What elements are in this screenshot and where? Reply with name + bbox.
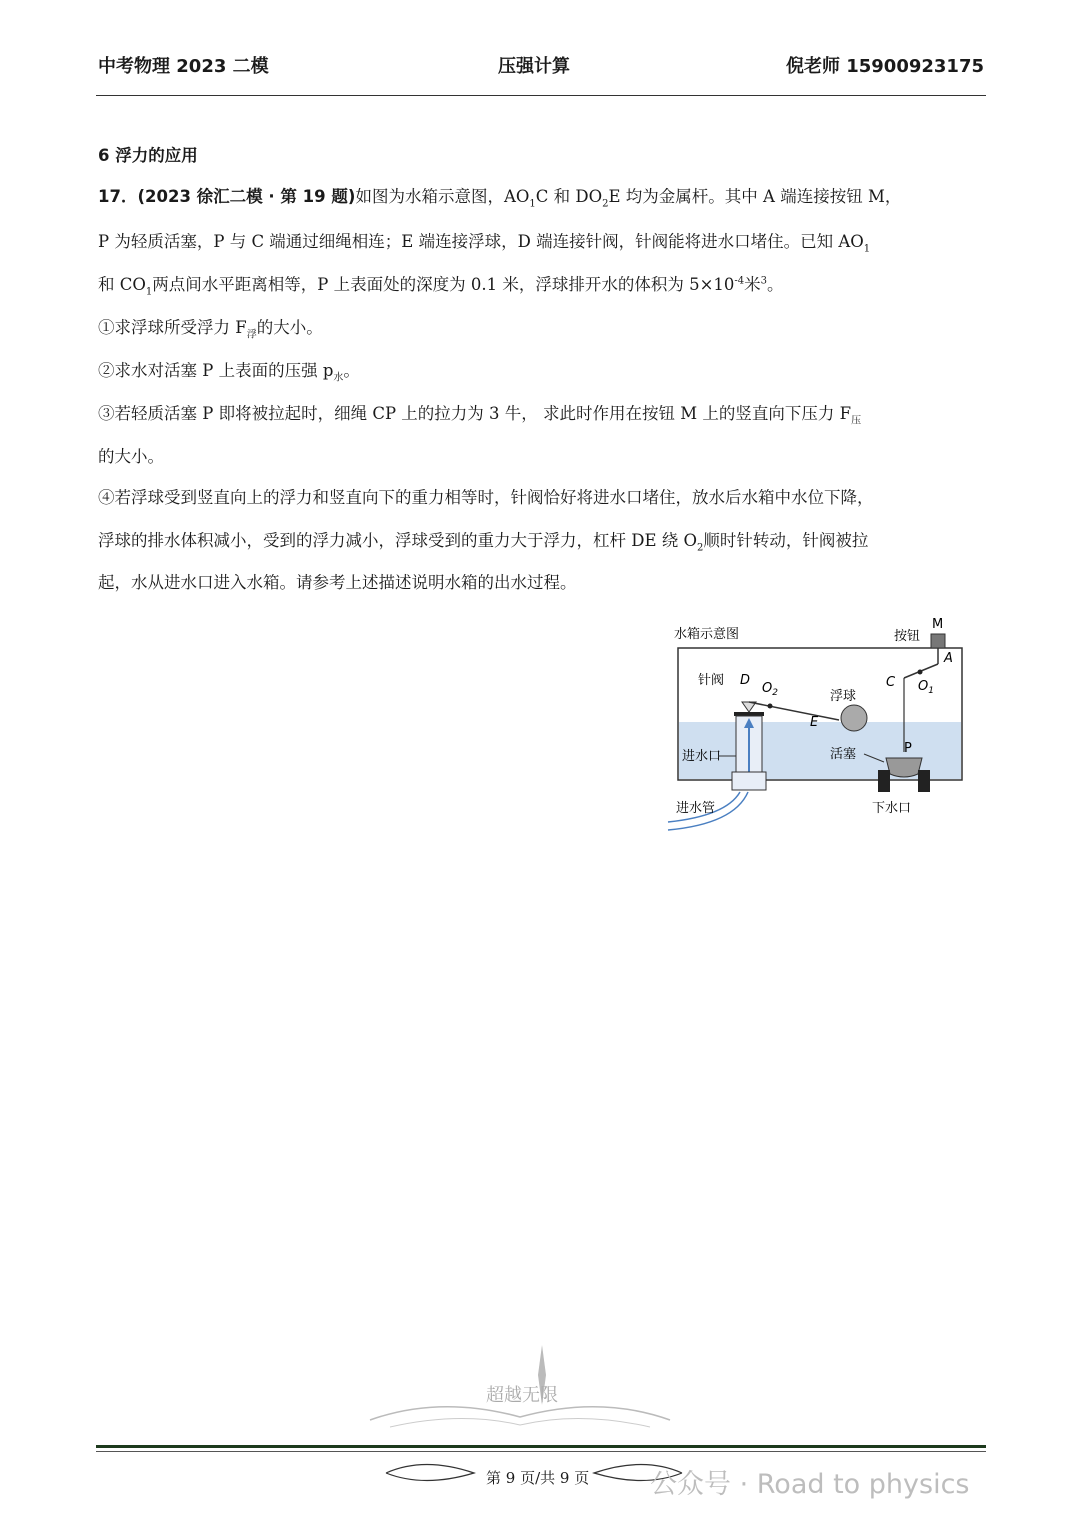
pivot-O2 bbox=[768, 704, 773, 709]
stem-text: 米 bbox=[744, 275, 761, 294]
q4-text: 顺时针转动，针阀被拉 bbox=[703, 531, 869, 550]
outlet-label: 下水口 bbox=[872, 801, 912, 816]
q2-text: ②求水对活塞 P 上表面的压强 p bbox=[98, 361, 334, 380]
page-header bbox=[98, 52, 984, 84]
superscript: 3 bbox=[760, 275, 768, 287]
subscript: 浮 bbox=[246, 329, 257, 341]
label-M: M bbox=[932, 617, 944, 632]
subscript: 2 bbox=[602, 198, 609, 210]
pivot-O1 bbox=[918, 670, 923, 675]
outlet-left bbox=[878, 770, 890, 792]
inlet-pipe-label: 进水管 bbox=[676, 801, 716, 816]
left-curl bbox=[386, 1465, 474, 1481]
q4-text: 起，水从进水口进入水箱。请参考上述描述说明水箱的出水过程。 bbox=[98, 573, 577, 592]
label-C: C bbox=[886, 675, 896, 690]
label-E: E bbox=[810, 715, 819, 730]
button-label: 按钮 bbox=[894, 629, 921, 644]
label-D: D bbox=[740, 673, 751, 688]
stem-text: 如图为水箱示意图，AO bbox=[355, 187, 530, 206]
inlet-base bbox=[732, 772, 766, 790]
question-line-3 bbox=[98, 271, 784, 297]
stem-text: 两点间水平距离相等，P 上表面处的深度为 0.1 米，浮球排开水的体积为 5×10 bbox=[152, 275, 735, 294]
q3-text: 的大小。 bbox=[98, 447, 164, 466]
stem-text: P 为轻质活塞，P 与 C 端通过细绳相连；E 端连接浮球，D 端连接针阀，针阀能将进水口堵住。已知 AO bbox=[98, 232, 864, 251]
sub-question-4 bbox=[98, 484, 874, 508]
question-line-2 bbox=[98, 228, 870, 254]
piston-label: 活塞 bbox=[830, 747, 857, 762]
ornament-swirl-2 bbox=[390, 1418, 650, 1427]
subscript: 2 bbox=[697, 542, 704, 554]
figure-title: 水箱示意图 bbox=[674, 627, 740, 642]
q4-text: ④若浮球受到竖直向上的浮力和竖直向下的重力相等时，针阀恰好将进水口堵住，放水后水箱中水位下降， bbox=[98, 488, 874, 507]
water-tank-diagram bbox=[664, 612, 974, 842]
inlet-label: 进水口 bbox=[682, 749, 722, 764]
footer-rule-thin bbox=[96, 1451, 986, 1452]
question-number: 17． bbox=[98, 187, 138, 206]
page-number: 第 9 页/共 9 页 bbox=[486, 1469, 590, 1487]
needle-valve-label: 针阀 bbox=[698, 673, 725, 688]
stem-text: 。 bbox=[767, 275, 784, 294]
header-rule bbox=[96, 95, 986, 96]
label-A: A bbox=[944, 651, 953, 666]
label-O1: $O_1$ bbox=[918, 679, 934, 696]
label-P: P bbox=[904, 741, 912, 756]
header-center: 压强计算 bbox=[498, 56, 570, 77]
float-ball bbox=[841, 705, 867, 731]
header-right: 倪老师 15900923175 bbox=[785, 56, 984, 77]
piston-P bbox=[886, 758, 922, 777]
header-left: 中考物理 2023 二模 bbox=[98, 56, 269, 77]
label-O2: $O_2$ bbox=[762, 681, 778, 698]
sub-question-4-line3 bbox=[98, 569, 577, 593]
q1-text: ①求浮球所受浮力 F bbox=[98, 318, 247, 337]
q3-text: ③若轻质活塞 P 即将被拉起时，细绳 CP 上的拉力为 3 牛， 求此时作用在按钮 M 上的竖直向下压力 F bbox=[98, 404, 852, 423]
superscript: -4 bbox=[734, 275, 745, 287]
q2-text: 。 bbox=[343, 361, 360, 380]
footer-ornament bbox=[360, 1345, 680, 1435]
subscript: 水 bbox=[333, 372, 344, 384]
subscript: 1 bbox=[145, 286, 153, 298]
subscript: 压 bbox=[851, 415, 862, 427]
stem-text: 和 CO bbox=[98, 275, 146, 294]
question-line-1 bbox=[98, 183, 901, 209]
q1-text: 的大小。 bbox=[256, 318, 323, 337]
ornament-swirl bbox=[370, 1407, 670, 1420]
sub-question-1 bbox=[98, 314, 323, 340]
outlet-right bbox=[918, 770, 930, 792]
button-M bbox=[931, 634, 945, 648]
stem-text: C 和 DO bbox=[535, 187, 603, 206]
question-source: (2023 徐汇二模 · 第 19 题) bbox=[137, 187, 356, 206]
footer-rule bbox=[96, 1445, 986, 1448]
watermark: 公众号 · Road to physics bbox=[650, 1469, 970, 1500]
stem-text: E 均为金属杆。其中 A 端连接按钮 M， bbox=[608, 187, 902, 206]
sub-question-3-cont bbox=[98, 443, 164, 467]
ornament-text: 超越无限 bbox=[486, 1385, 558, 1406]
sub-question-4-line2 bbox=[98, 527, 868, 553]
section-title: 6 浮力的应用 bbox=[98, 146, 198, 165]
q4-text: 浮球的排水体积减小，受到的浮力减小，浮球受到的重力大于浮力，杠杆 DE 绕 O bbox=[98, 531, 698, 550]
subscript: 1 bbox=[529, 198, 536, 210]
sub-question-2 bbox=[98, 357, 360, 383]
sub-question-3 bbox=[98, 400, 861, 426]
inlet-cap bbox=[734, 712, 764, 716]
float-ball-label: 浮球 bbox=[830, 689, 857, 704]
subscript: 1 bbox=[863, 243, 871, 255]
